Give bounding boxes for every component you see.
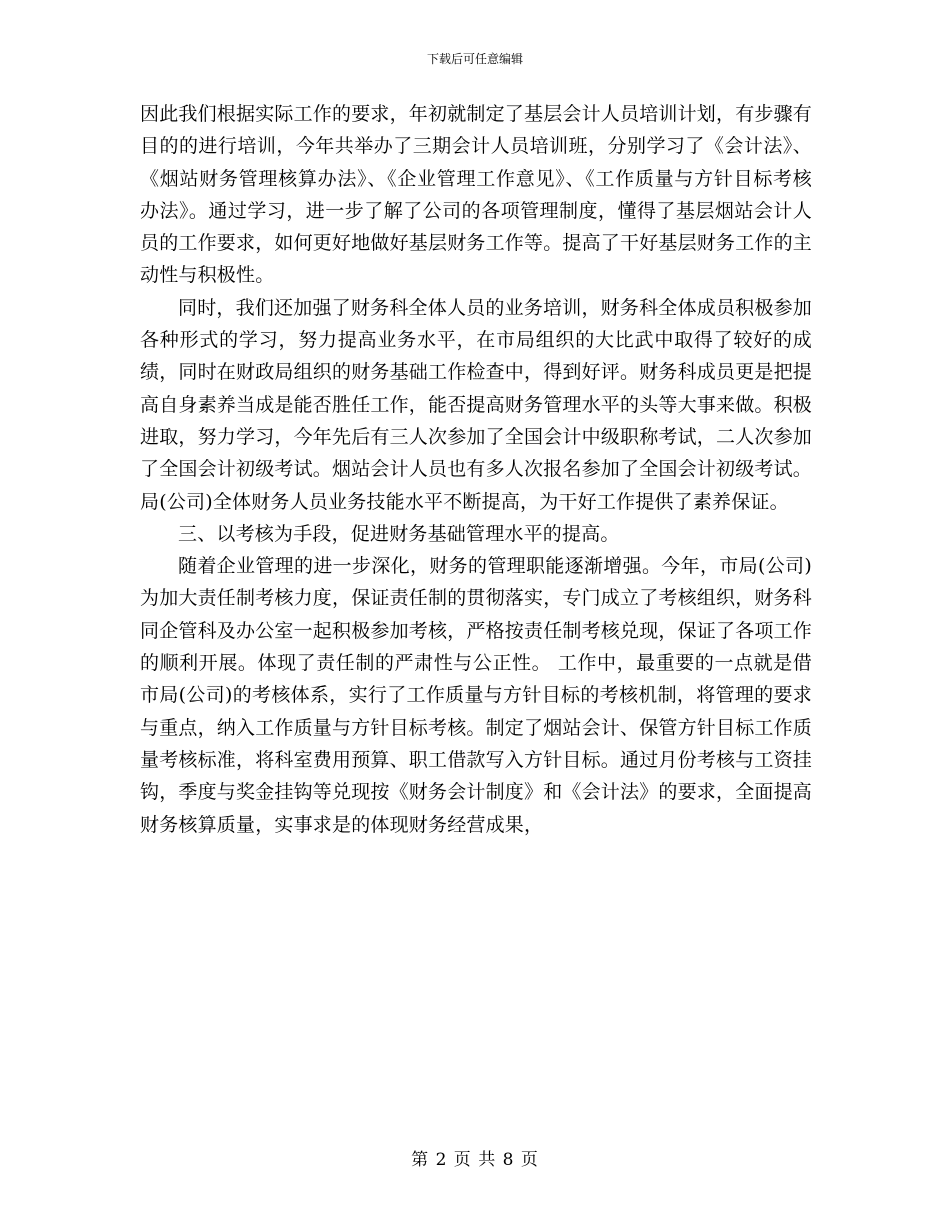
paragraph-1: 因此我们根据实际工作的要求，年初就制定了基层会计人员培训计划，有步骤有目的的进行培训，今年共举办了三期会计人员培训班，分别学习了《会计法》、《烟站财务管理核算办法》、《企业管理工作意见》、《工作质量与方针目标考核办法》。通过学习，进一步了解了公司的各项管理制度，懂得了基层烟站会计人员的工作要求，如何更好地做好基层财务工作等。提高了干好基层财务工作的主动性与积极性。	[140, 103, 813, 287]
paragraph-4: 随着企业管理的进一步深化，财务的管理职能逐渐增强。今年，市局(公司)为加大责任制考核力度，保证责任制的贯彻落实，专门成立了考核组织，财务科同企管科及办公室一起积极参加考核，严格按责任制考核兑现，保证了各项工作的顺利开展。体现了责任制的严肃性与公正性。 工作中，最重要的一点就是借市局(公司)的考核体系，实行了工作质量与方针目标的考核机制，将管理的要求与重点，纳入工作质量与方针目标考核。制定了烟站会计、保管方针目标工作质量考核标准，将科室费用预算、职工借款写入方针目标。通过月份考核与工资挂钩，季度与奖金挂钩等兑现按《财务会计制度》和《会计法》的要求，全面提高财务核算质量，实事求是的体现财务经营成果，	[140, 555, 813, 836]
paragraph-2: 同时，我们还加强了财务科全体人员的业务培训，财务科全体成员积极参加各种形式的学习，努力提高业务水平，在市局组织的大比武中取得了较好的成绩，同时在财政局组织的财务基础工作检查中，得到好评。财务科成员更是把提高自身素养当成是能否胜任工作，能否提高财务管理水平的头等大事来做。积极进取，努力学习，今年先后有三人次参加了全国会计中级职称考试，二人次参加了全国会计初级考试。烟站会计人员也有多人次报名参加了全国会计初级考试。局(公司)全体财务人员业务技能水平不断提高，为干好工作提供了素养保证。	[140, 296, 813, 513]
document-body	[140, 98, 812, 841]
header-note: 下载后可任意编辑	[426, 52, 523, 66]
page-number: 第 2 页 共 8 页	[411, 1150, 539, 1170]
section-heading-3: 三、以考核为手段，促进财务基础管理水平的提高。	[178, 522, 620, 545]
